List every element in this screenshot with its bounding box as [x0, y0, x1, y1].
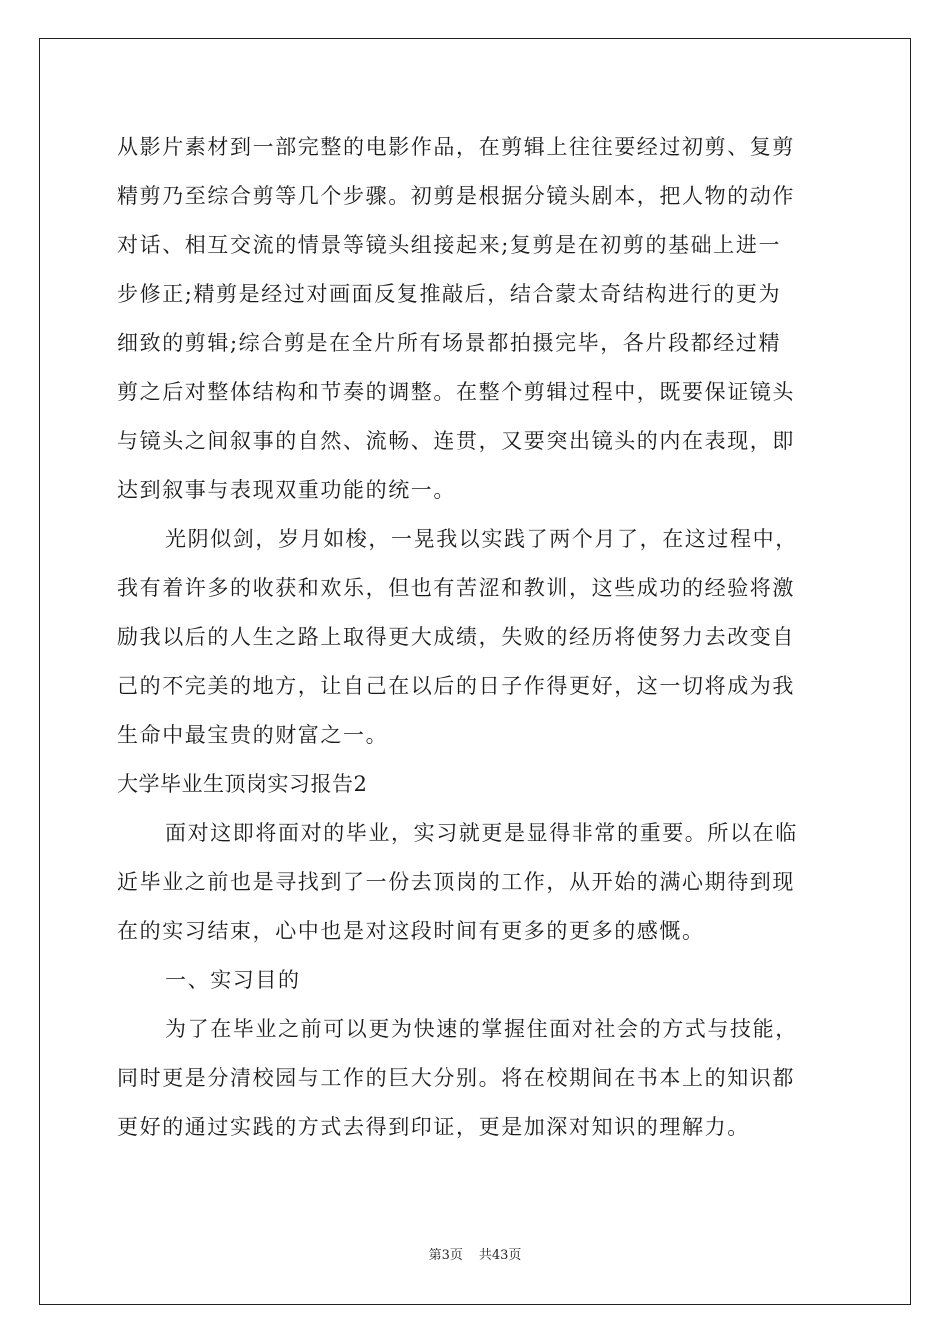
paragraph-line: 在的实习结束，心中也是对这段时间有更多的更多的感慨。 [117, 919, 705, 943]
paragraph-line: 达到叙事与表现双重功能的统一。 [117, 478, 456, 502]
paragraph-line: 己的不完美的地方，让自己在以后的日子作得更好，这一切将成为我 [117, 674, 795, 698]
paragraph-line: 我有着许多的收获和欢乐，但也有苦涩和教训，这些成功的经验将激 [117, 576, 795, 600]
document-body [117, 123, 837, 1152]
paragraph-line: 面对这即将面对的毕业，实习就更是显得非常的重要。所以在临 [165, 821, 798, 845]
section-heading: 大学毕业生顶岗实习报告2 [117, 772, 368, 796]
paragraph-line: 励我以后的人生之路上取得更大成绩，失败的经历将使努力去改变自 [117, 625, 795, 649]
paragraph-line: 从影片素材到一部完整的电影作品，在剪辑上往往要经过初剪、复剪 [117, 135, 795, 159]
paragraph-line: 为了在毕业之前可以更为快速的掌握住面对社会的方式与技能， [165, 1017, 798, 1041]
page-footer [0, 1247, 950, 1265]
subsection-heading: 一、实习目的 [165, 968, 301, 992]
paragraph-line: 生命中最宝贵的财富之一。 [117, 723, 389, 747]
paragraph-line: 剪之后对整体结构和节奏的调整。在整个剪辑过程中，既要保证镜头 [117, 380, 795, 404]
paragraph-line: 更好的通过实践的方式去得到印证，更是加深对知识的理解力。 [117, 1115, 750, 1139]
page-number: 第3页 [428, 1248, 463, 1263]
paragraph-line: 精剪乃至综合剪等几个步骤。初剪是根据分镜头剧本，把人物的动作 [117, 184, 795, 208]
paragraph-line: 步修正;精剪是经过对画面反复推敲后，结合蒙太奇结构进行的更为 [117, 282, 782, 306]
paragraph-line: 近毕业之前也是寻找到了一份去顶岗的工作，从开始的满心期待到现 [117, 870, 795, 894]
paragraph-line: 与镜头之间叙事的自然、流畅、连贯，又要突出镜头的内在表现，即 [117, 429, 795, 453]
paragraph-line: 细致的剪辑;综合剪是在全片所有场景都拍摄完毕，各片段都经过精 [117, 331, 782, 355]
paragraph-line: 对话、相互交流的情景等镜头组接起来;复剪是在初剪的基础上进一 [117, 233, 782, 257]
page-total: 共43页 [478, 1248, 522, 1263]
paragraph-line: 光阴似剑，岁月如梭，一晃我以实践了两个月了，在这过程中， [165, 527, 798, 551]
paragraph-line: 同时更是分清校园与工作的巨大分别。将在校期间在书本上的知识都 [117, 1066, 795, 1090]
